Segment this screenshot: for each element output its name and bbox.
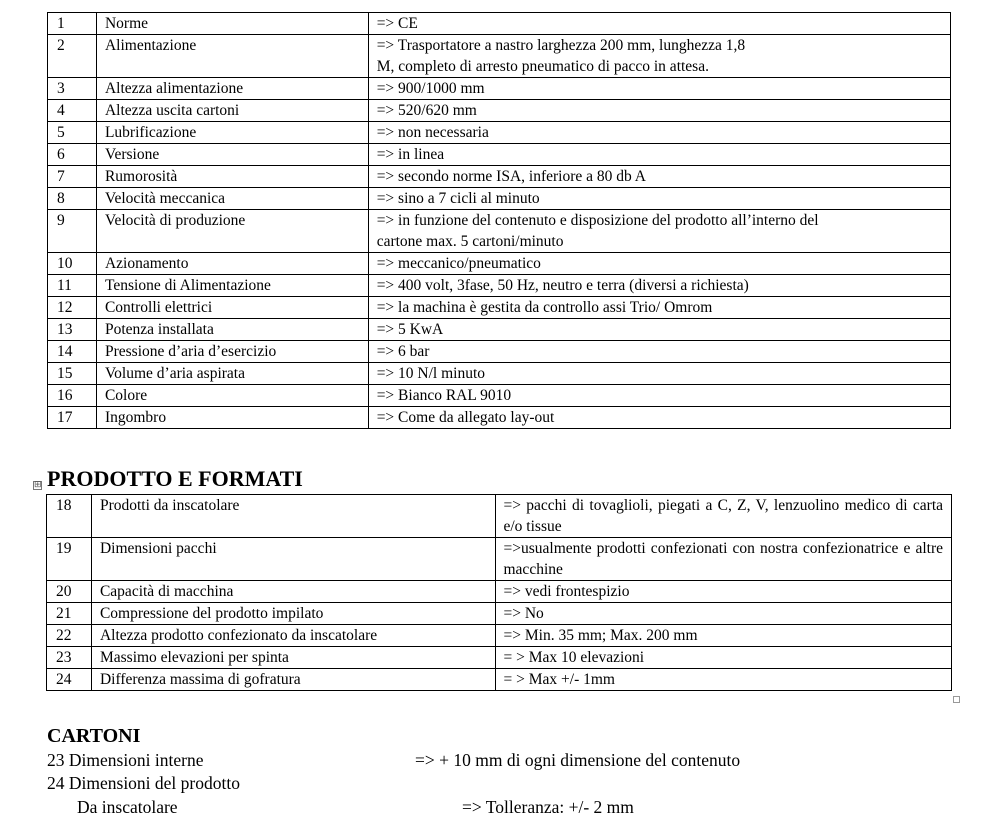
row-value	[368, 122, 950, 144]
row-value	[368, 100, 950, 122]
row-number: 15	[48, 363, 97, 385]
row-number: 1	[48, 13, 97, 35]
table-row	[47, 603, 952, 625]
row-label: Tensione di Alimentazione	[96, 275, 368, 297]
row-number: 23	[47, 647, 92, 669]
row-label: Massimo elevazioni per spinta	[91, 647, 495, 669]
table-row	[48, 188, 951, 210]
row-number: 4	[48, 100, 97, 122]
table-row	[48, 385, 951, 407]
row-label: Controlli elettrici	[96, 297, 368, 319]
row-number: 10	[48, 253, 97, 275]
table-row	[48, 35, 951, 78]
row-number: 11	[48, 275, 97, 297]
row-value	[368, 275, 950, 297]
row-value	[368, 253, 950, 275]
table-resize-handle[interactable]	[953, 696, 960, 703]
cartoni-line-1-label: 23 Dimensioni interne	[47, 750, 204, 770]
row-label: Capacità di macchina	[91, 581, 495, 603]
table-row	[48, 363, 951, 385]
row-label: Altezza prodotto confezionato da inscatolare	[91, 625, 495, 647]
row-label: Alimentazione	[96, 35, 368, 78]
row-number: 19	[47, 538, 92, 581]
table-row	[47, 669, 952, 691]
row-value	[368, 385, 950, 407]
row-value	[368, 341, 950, 363]
row-value-line: => Trasportatore a nastro larghezza 200 mm, lunghezza 1,8	[376, 37, 746, 54]
table-row	[47, 647, 952, 669]
row-value: =>usualmente prodotti confezionati con nostra confezionatrice e altre macchine	[495, 538, 952, 581]
row-value-line: => sino a 7 cicli al minuto	[376, 190, 540, 207]
table-row	[47, 495, 952, 538]
row-value-line: => in linea	[376, 146, 445, 163]
row-value-line: => 5 KwA	[376, 321, 444, 338]
section-heading-prodotto: PRODOTTO E FORMATI	[47, 466, 303, 491]
row-value	[368, 363, 950, 385]
row-value: => Min. 35 mm; Max. 200 mm	[495, 625, 952, 647]
cartoni-line-3-value: => Tolleranza: +/- 2 mm	[462, 797, 634, 817]
spec-table	[47, 12, 951, 429]
row-value	[368, 144, 950, 166]
row-label: Velocità di produzione	[96, 210, 368, 253]
row-value: => vedi frontespizio	[495, 581, 952, 603]
row-value-line: => 10 N/l minuto	[376, 365, 486, 382]
row-value	[368, 319, 950, 341]
row-value-line: => Come da allegato lay-out	[376, 409, 555, 426]
cartoni-line-2-label: 24 Dimensioni del prodotto	[47, 773, 240, 793]
row-number: 24	[47, 669, 92, 691]
row-number: 3	[48, 78, 97, 100]
table-row	[48, 275, 951, 297]
row-number: 2	[48, 35, 97, 78]
row-label: Dimensioni pacchi	[91, 538, 495, 581]
row-value-line: => meccanico/pneumatico	[376, 255, 541, 272]
table-row	[48, 341, 951, 363]
row-label: Velocità meccanica	[96, 188, 368, 210]
row-label: Altezza alimentazione	[96, 78, 368, 100]
row-number: 6	[48, 144, 97, 166]
row-label: Potenza installata	[96, 319, 368, 341]
row-label: Norme	[96, 13, 368, 35]
row-value-line: => CE	[376, 15, 418, 32]
row-number: 22	[47, 625, 92, 647]
row-value-line: => 900/1000 mm	[376, 80, 485, 97]
table-row	[48, 78, 951, 100]
row-label: Volume d’aria aspirata	[96, 363, 368, 385]
row-value-line: M, completo di arresto pneumatico di pacco in attesa.	[376, 58, 709, 75]
row-value-line: => 6 bar	[376, 343, 430, 360]
row-number: 13	[48, 319, 97, 341]
table-row	[48, 210, 951, 253]
row-value-line: cartone max. 5 cartoni/minuto	[376, 233, 564, 250]
row-value	[368, 297, 950, 319]
table-row	[48, 253, 951, 275]
row-label: Rumorosità	[96, 166, 368, 188]
table-row	[48, 319, 951, 341]
row-label: Pressione d’aria d’esercizio	[96, 341, 368, 363]
table-row	[48, 297, 951, 319]
row-value-line: => in funzione del contenuto e disposizione del prodotto all’interno del	[376, 212, 819, 229]
row-label: Compressione del prodotto impilato	[91, 603, 495, 625]
section-heading-cartoni: CARTONI	[47, 725, 141, 747]
row-label: Prodotti da inscatolare	[91, 495, 495, 538]
row-label: Versione	[96, 144, 368, 166]
row-value: = > Max 10 elevazioni	[495, 647, 952, 669]
row-number: 9	[48, 210, 97, 253]
row-number: 20	[47, 581, 92, 603]
prodotto-table	[46, 494, 952, 691]
row-label: Lubrificazione	[96, 122, 368, 144]
row-label: Altezza uscita cartoni	[96, 100, 368, 122]
row-number: 14	[48, 341, 97, 363]
row-value: => No	[495, 603, 952, 625]
row-value	[368, 188, 950, 210]
table-row	[47, 581, 952, 603]
cartoni-line-3-label: Da inscatolare	[77, 797, 178, 817]
row-number: 5	[48, 122, 97, 144]
row-value-line: => secondo norme ISA, inferiore a 80 db A	[376, 168, 646, 185]
row-value-line: => 520/620 mm	[376, 102, 477, 119]
row-value: => pacchi di tovaglioli, piegati a C, Z, V, lenzuolino medico di carta e/o tissue	[495, 495, 952, 538]
row-label: Differenza massima di gofratura	[91, 669, 495, 691]
table-row	[48, 166, 951, 188]
row-number: 8	[48, 188, 97, 210]
table-row	[47, 625, 952, 647]
row-number: 7	[48, 166, 97, 188]
row-value	[368, 78, 950, 100]
row-number: 17	[48, 407, 97, 429]
row-label: Colore	[96, 385, 368, 407]
table-row	[48, 407, 951, 429]
table-row	[47, 538, 952, 581]
table-move-handle-icon[interactable]: ⊞	[34, 480, 42, 490]
row-number: 18	[47, 495, 92, 538]
row-label: Ingombro	[96, 407, 368, 429]
table-row	[48, 122, 951, 144]
row-value-line: => 400 volt, 3fase, 50 Hz, neutro e terra (diversi a richiesta)	[376, 277, 749, 294]
cartoni-line-1-value: => + 10 mm di ogni dimensione del contenuto	[415, 750, 741, 770]
table-row	[48, 100, 951, 122]
row-value: = > Max +/- 1mm	[495, 669, 952, 691]
row-number: 12	[48, 297, 97, 319]
row-value	[368, 35, 950, 78]
row-value-line: => Bianco RAL 9010	[376, 387, 512, 404]
row-value	[368, 407, 950, 429]
row-number: 16	[48, 385, 97, 407]
row-value	[368, 166, 950, 188]
row-value	[368, 210, 950, 253]
table-row	[48, 144, 951, 166]
row-label: Azionamento	[96, 253, 368, 275]
table-row	[48, 13, 951, 35]
row-value-line: => non necessaria	[376, 124, 489, 141]
row-number: 21	[47, 603, 92, 625]
row-value-line: => la machina è gestita da controllo assi Trio/ Omrom	[376, 299, 713, 316]
row-value	[368, 13, 950, 35]
